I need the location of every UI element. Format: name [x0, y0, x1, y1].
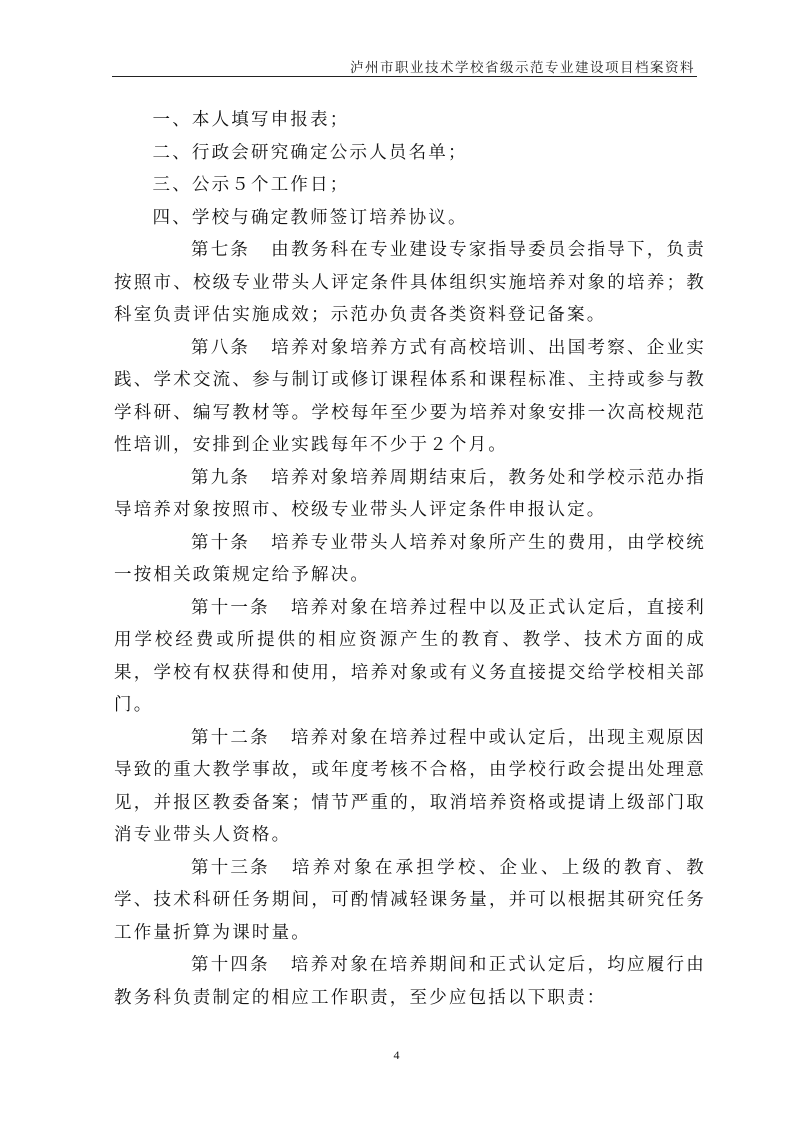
article-text: 培养对象在培养过程中或认定后，出现主观原因导致的重大教学事故，或年度考核不合格，由学校行政会提出处理意见，并报区教委备案；情节严重的，取消培养资格或提请上级部门取消专业带头人资格。: [114, 727, 706, 845]
article-number: 第十条: [191, 532, 251, 553]
article-7: [114, 234, 706, 332]
page-number: 4: [393, 1048, 400, 1062]
step-item: 二、行政会研究确定公示人员名单；: [152, 142, 468, 163]
article-number: 第七条: [191, 240, 251, 260]
article-number: 第九条: [191, 467, 251, 488]
step-item: 三、公示５个工作日；: [152, 175, 350, 195]
step-item: 四、学校与确定教师签订培养协议。: [152, 207, 468, 228]
article-11: [114, 592, 706, 722]
article-number: 第十四条: [191, 955, 270, 975]
article-10: [114, 527, 706, 592]
article-text: 培养对象在承担学校、企业、上级的教育、教学、技术科研任务期间，可酌情减轻课务量，并可以根据其研究任务工作量折算为课时量。: [114, 857, 706, 943]
header-title: 泸州市职业技术学校省级示范专业建设项目档案资料: [350, 60, 695, 76]
article-text: 培养对象在培养过程中以及正式认定后，直接利用学校经费或所提供的相应资源产生的教育、教学、技术方面的成果，学校有权获得和使用，培养对象或有义务直接提交给学校相关部门。: [114, 597, 706, 715]
article-number: 第十一条: [191, 597, 270, 618]
document-body: [114, 104, 706, 1014]
article-14: [114, 949, 706, 1014]
page-header: [112, 54, 697, 77]
article-text: 培养对象培养方式有高校培训、出国考察、企业实践、学术交流、参与制订或修订课程体系和课程标准、主持或参与教学科研、编写教材等。学校每年至少要为培养对象安排一次高校规范性培训，安排到企业实践每年不少于２个月。: [114, 337, 706, 455]
article-text: 培养对象培养周期结束后，教务处和学校示范办指导培养对象按照市、校级专业带头人评定条件申报认定。: [114, 467, 706, 520]
article-text: 培养对象在培养期间和正式认定后，均应履行由教务科负责制定的相应工作职责，至少应包括以下职责：: [114, 955, 706, 1008]
article-9: [114, 462, 706, 527]
article-number: 第十二条: [191, 727, 270, 748]
article-8: [114, 332, 706, 462]
article-number: 第八条: [191, 337, 251, 358]
article-12: [114, 722, 706, 852]
article-text: 由教务科在专业建设专家指导委员会指导下，负责按照市、校级专业带头人评定条件具体组织实施培养对象的培养；教科室负责评估实施成效；示范办负责各类资料登记备案。: [114, 240, 706, 325]
article-number: 第十三条: [191, 857, 270, 878]
article-text: 培养专业带头人培养对象所产生的费用，由学校统一按相关政策规定给予解决。: [114, 532, 706, 585]
step-item: 一、本人填写申报表；: [152, 110, 350, 130]
article-13: [114, 852, 706, 950]
